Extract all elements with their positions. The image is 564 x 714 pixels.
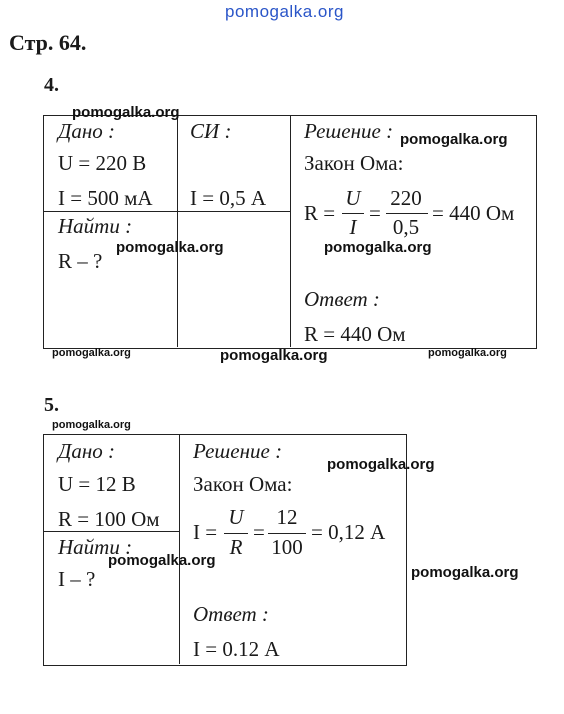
- watermark[interactable]: pomogalka.org: [411, 564, 519, 581]
- problem5-answer: I = 0.12 А: [193, 637, 280, 661]
- watermark[interactable]: pomogalka.org: [116, 239, 224, 256]
- problem4-find-value: R – ?: [58, 249, 103, 273]
- problem5-eq: =: [253, 520, 265, 544]
- watermark[interactable]: pomogalka.org: [72, 104, 180, 121]
- watermark[interactable]: pomogalka.org: [52, 419, 131, 431]
- problem4-frac1-numerator: U: [345, 186, 361, 210]
- watermark[interactable]: pomogalka.org: [324, 239, 432, 256]
- watermark[interactable]: pomogalka.org: [428, 347, 507, 359]
- problem4-divider-2: [290, 115, 291, 347]
- problem4-number: 4.: [44, 74, 59, 96]
- problem4-given-current: I = 500 мА: [58, 186, 153, 210]
- problem4-eq: =: [369, 201, 381, 225]
- problem5-formula-lhs: I =: [193, 520, 218, 544]
- problem5-frac1-denominator: R: [229, 535, 243, 559]
- problem5-given-voltage: U = 12 В: [58, 472, 136, 496]
- problem4-divider-1: [177, 115, 178, 347]
- page-heading: Стр. 64.: [9, 30, 87, 55]
- problem5-frac2-numerator: 12: [276, 505, 298, 529]
- problem5-formula-result: = 0,12 А: [311, 520, 386, 544]
- problem4-frac2-numerator: 220: [390, 186, 422, 210]
- problem4-given-voltage: U = 220 В: [58, 151, 147, 175]
- problem5-frac1-bar: [224, 533, 248, 534]
- problem4-frac1-bar: [342, 213, 364, 214]
- problem5-frac2-bar: [268, 533, 306, 534]
- problem4-find-label: Найти :: [58, 214, 133, 238]
- problem4-answer: R = 440 Ом: [304, 322, 406, 346]
- watermark[interactable]: pomogalka.org: [220, 347, 328, 364]
- problem5-frac2-denominator: 100: [271, 535, 303, 559]
- problem4-dano-label: Дано :: [58, 119, 116, 143]
- problem4-frac2-denominator: 0,5: [392, 215, 420, 239]
- watermark[interactable]: pomogalka.org: [52, 347, 131, 359]
- problem4-frac1-denominator: I: [349, 215, 357, 239]
- problem4-solution-label: Решение :: [304, 119, 394, 143]
- problem4-formula-result: = 440 Ом: [432, 201, 515, 225]
- problem4-si-value: I = 0,5 А: [190, 186, 267, 210]
- problem4-frac2-bar: [386, 213, 428, 214]
- watermark[interactable]: pomogalka.org: [327, 456, 435, 473]
- problem5-frac1-numerator: U: [228, 505, 244, 529]
- problem4-law: Закон Ома:: [304, 151, 404, 175]
- problem5-answer-label: Ответ :: [193, 602, 269, 626]
- problem4-given-divider: [43, 211, 290, 212]
- problem5-dano-label: Дано :: [58, 439, 116, 463]
- problem5-find-value: I – ?: [58, 567, 96, 591]
- problem5-number: 5.: [44, 394, 59, 416]
- problem4-formula-lhs: R =: [304, 201, 336, 225]
- watermark[interactable]: pomogalka.org: [108, 552, 216, 569]
- problem5-given-resistance: R = 100 Ом: [58, 507, 160, 531]
- problem5-find-label: Найти :: [58, 535, 133, 559]
- problem5-divider-1: [179, 434, 180, 664]
- watermark[interactable]: pomogalka.org: [400, 131, 508, 148]
- problem4-si-label: СИ :: [190, 119, 232, 143]
- problem4-answer-label: Ответ :: [304, 287, 380, 311]
- problem5-law: Закон Ома:: [193, 472, 293, 496]
- problem5-solution-label: Решение :: [193, 439, 283, 463]
- watermark-top[interactable]: pomogalka.org: [225, 2, 344, 21]
